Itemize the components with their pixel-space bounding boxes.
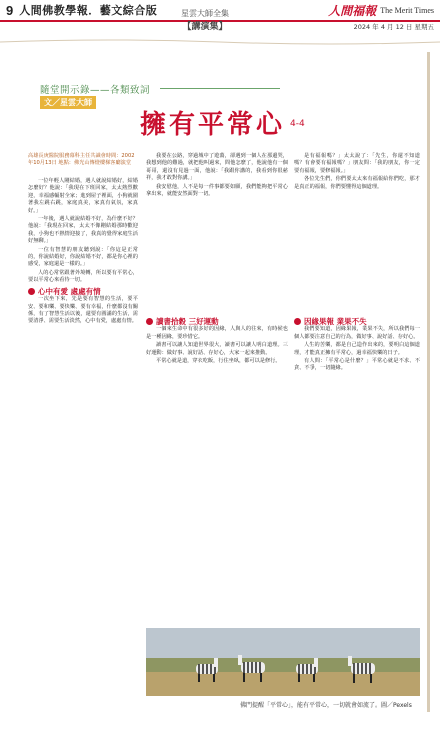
banner-line1: 星雲大師全集: [181, 9, 229, 18]
column-2b: [146, 315, 288, 615]
zebra-illustration: [146, 628, 420, 696]
section-title: 人間佛教學報．藝文綜合版: [19, 4, 158, 17]
paragraph: 一次坐下來，先是要有智慧的生活，要平安、要和樂、要快樂、要有幸福，什麼都沒有關係，有了智慧生活以後，還要有圓滿的生活，需要清淨、需要生活淡然，心中有愛，處處有情。: [28, 296, 138, 325]
page-edge-rule: [427, 52, 430, 712]
bullet-icon: [28, 288, 35, 295]
article-intro: 高雄長庚醫院服務幕科主任共識會時間：2002年10月13日 地點：佛光山傳燈樓梯客廳演堂: [28, 153, 135, 167]
subheading-2: [146, 318, 288, 325]
paragraph: 我安慰他，人不是每一件事都要如願，我們能夠把平常心拿出來，就能安然面對一切。: [146, 183, 288, 198]
paragraph: 讀書可以讓人知道世界很大，讀書可以讓人明白道理。三好運動：做好事、說好話、存好心，大家一起來推動。: [146, 342, 288, 356]
newspaper-logo[interactable]: [328, 2, 434, 19]
paragraph: 一位有智慧的朋友聽到說：「你這是正常的，你說結婚好，你說結婚不好，都是你心裡的感受，家庭還是一樣的。」: [28, 246, 138, 268]
column-3: [294, 153, 420, 313]
paragraph: 人的心常常跟著外境轉，所以要有平常心，要以平常心來看待一切。: [28, 269, 138, 284]
paragraph: 一年後，遇人就說結婚不好，為什麼不好？他說：「我現在回家，太太不像剛結婚那時歡迎我，小狗也不熱情迎接了，我真的覺得家庭生活好無聊。」: [28, 216, 138, 245]
column-3b: [294, 315, 420, 615]
subheading-text: 讀書拾穀 三好運動: [156, 317, 219, 326]
subheading-text: 心中有愛 處處有情: [38, 286, 101, 296]
column-1: [28, 178, 138, 698]
column-banner: [150, 8, 260, 38]
logo-english: The Merit Times: [380, 6, 434, 15]
logo-chinese: 人間福報: [328, 4, 377, 18]
subheading-1: [28, 288, 138, 295]
paragraph: 平常心就是道，穿衣吃飯，行住坐臥，都可以是修行。: [156, 358, 281, 365]
series-rule: [160, 88, 280, 89]
series-title: 隨堂開示錄——各類致詞: [40, 85, 151, 96]
decorative-band: [0, 38, 440, 46]
paragraph: 我要在公路，穿過城中了遊蕩，卻遇到一個人在那邊哭，我想到他的難過，就把他叫過來，問他怎麼了，他說他有一個哥哥，還沒有見過一面，他說：「我跟你講的，我看到你很慈祥，我才敢對你講。」: [146, 153, 288, 182]
paragraph: 是有福報嗎？」太太說了：「先生，你還不知道嗎？有會要有福報嗎？」朋友問：「我的朋友，你一定要有福報，要修福報。」: [294, 153, 420, 174]
paragraph: 一個來生命中有很多好的因緣，人與人的往來，有時候也是一種因緣，要珍惜它。: [146, 326, 288, 340]
page-number: 9: [6, 2, 14, 18]
paragraph: 有人問：「平常心是什麼？」平常心就是不求、不貪、不爭，一切隨緣。: [294, 358, 420, 372]
title-part: 4-4: [290, 119, 305, 129]
column-2: [146, 153, 288, 298]
bullet-icon: [294, 318, 301, 325]
bullet-icon: [146, 318, 153, 325]
paragraph: 我們要知道，因緣果報，業果不失，所以我們每一個人都要注意自己的行為，做好事、說好話、存好心。: [294, 326, 420, 340]
zebra-photo: [146, 628, 420, 696]
issue-date: 2024 年 4 月 12 日 星期五: [353, 23, 434, 31]
paragraph: 一位年輕人剛結婚，遇人就說結婚好，結婚怎麼好？他說：「我現在下班回家，太太熱烈歡迎，幸福感輻射全家；進到屋子裡面，小狗就圍著我左跳右跳，家庭真美，家真有氣氛，家真好。」: [28, 178, 138, 214]
paragraph: 人生的苦樂，都是自己造作出來的，要明白這個道理，才能真正擁有平常心，過幸福快樂的日子。: [294, 342, 420, 356]
author-tag: 文／星雲大師: [40, 96, 96, 109]
photo-caption: 佛門提醒「平常心」，能有平常心，一切就會如流了。圖／Pexels: [240, 702, 412, 709]
article-title: 擁有平常心: [140, 110, 286, 140]
subheading-3: [294, 318, 420, 325]
banner-line2: 【講演集】: [182, 22, 228, 32]
subheading-text: 因緣果報 業果不失: [304, 317, 367, 326]
paragraph: 各位先生們，你們要太太來有福報給你們吃，那才是真正的福報，你們要懂得這個道理。: [294, 176, 420, 190]
